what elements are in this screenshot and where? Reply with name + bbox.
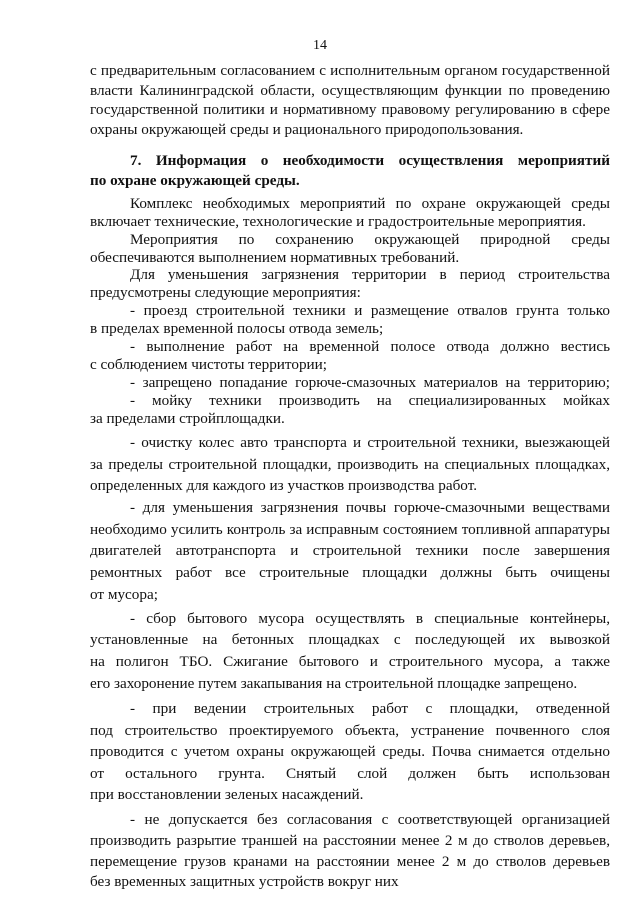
paragraph-line: включает технические, технологические и градостроительные мероприятия. [90,213,586,230]
list-item: производить разрытие траншей на расстоянии менее 2 м до стволов деревьев, [90,832,610,849]
intro-line: охраны окружающей среды и рационального природопользования. [90,121,524,138]
section-heading: по охране окружающей среды. [90,172,300,189]
paragraph-line: Для уменьшения загрязнения территории в период строительства [130,266,610,283]
list-item: - проезд строительной техники и размещение отвалов грунта только [130,302,610,319]
list-item: от остального грунта. Снятый слой должен быть использован [90,765,610,782]
list-item: установленные на бетонных площадках с последующей их вывозкой [90,631,610,648]
list-item: - при ведении строительных работ с площадки, отведенной [130,700,610,717]
list-item: проводится с учетом охраны окружающей среды. Почва снимается отдельно [90,743,610,760]
paragraph-line: обеспечиваются выполнением нормативных требований. [90,249,460,266]
list-item: - не допускается без согласования с соответствующей организацией [130,811,610,828]
list-item: - для уменьшения загрязнения почвы горюче-смазочными веществами [130,499,610,516]
list-item: без временных защитных устройств вокруг них [90,873,399,890]
paragraph-line: Комплекс необходимых мероприятий по охране окружающей среды [130,195,610,212]
list-item: в пределах временной полосы отвода земель; [90,320,384,337]
page-number: 14 [313,38,327,53]
list-item: от мусора; [90,586,158,603]
list-item: его захоронение путем закапывания на строительной площадке запрещено. [90,675,578,692]
list-item: на полигон ТБО. Сжигание бытового и строительного мусора, а также [90,653,610,670]
list-item: за пределы строительной площадки, производить на специальных площадках, [90,456,610,473]
list-item: - запрещено попадание горюче-смазочных материалов на территорию; [130,374,610,391]
list-item: за пределами стройплощадки. [90,410,285,427]
list-item: перемещение грузов кранами на расстоянии менее 2 м до стволов деревьев [90,853,610,870]
list-item: при восстановлении зеленых насаждений. [90,786,364,803]
intro-line: государственной политики и нормативному правовому регулированию в сфере [90,101,610,118]
list-item: - сбор бытового мусора осуществлять в специальные контейнеры, [130,610,610,627]
list-item: - выполнение работ на временной полосе отвода должно вестись [130,338,610,355]
list-item: определенных для каждого из участков производства работ. [90,477,477,494]
paragraph-line: Мероприятия по сохранению окружающей природной среды [130,231,610,248]
list-item: под строительство проектируемого объекта, устранение почвенного слоя [90,722,610,739]
list-item: необходимо усилить контроль за исправным состоянием топливной аппаратуры [90,521,610,538]
list-item: - очистку колес авто транспорта и строительной техники, выезжающей [130,434,610,451]
intro-line: с предварительным согласованием с исполнительным органом государственной [90,62,610,79]
list-item: с соблюдением чистоты территории; [90,356,328,373]
list-item: двигателей автотранспорта и строительной техники после завершения [90,542,610,559]
section-heading: 7. Информация о необходимости осуществления мероприятий [130,152,610,169]
paragraph-line: предусмотрены следующие мероприятия: [90,284,361,301]
list-item: ремонтных работ все строительные площадки должны быть очищены [90,564,610,581]
list-item: - мойку техники производить на специализированных мойках [130,392,610,409]
intro-line: власти Калининградской области, осуществляющим функции по проведению [90,82,610,99]
